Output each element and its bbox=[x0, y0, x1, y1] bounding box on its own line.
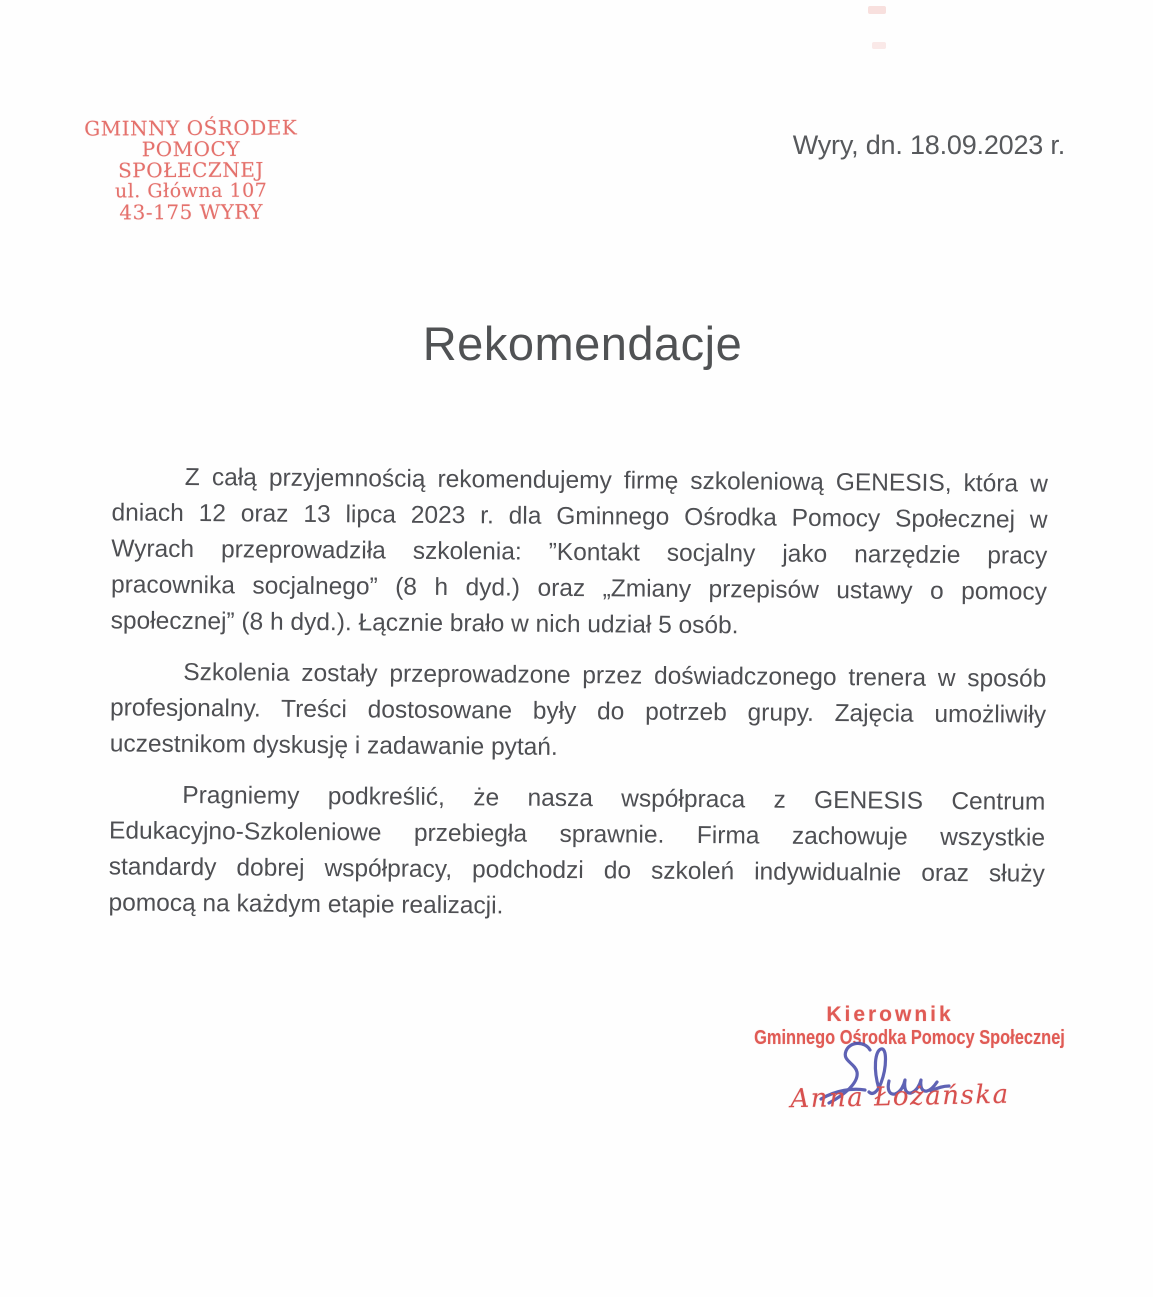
paragraph-3 bbox=[108, 777, 1045, 928]
role-stamp: Kierownik bbox=[826, 1003, 954, 1026]
paragraph-2 bbox=[110, 654, 1047, 769]
sender-address-stamp bbox=[68, 117, 315, 223]
signer-name-stamp: Anna Łożańska bbox=[790, 1079, 1010, 1115]
document-title: Rekomendacje bbox=[422, 317, 743, 370]
body-line: Z całą przyjemnością rekomendujemy firmę szkoleniową GENESIS, która w bbox=[184, 463, 1048, 498]
sender-stamp-line: GMINNY OŚRODEK bbox=[84, 115, 298, 141]
body-line: uczestnikom dyskusję i zadawanie pytań. bbox=[109, 730, 558, 761]
body-line: standardy dobrej współpracy, podchodzi do szkoleń indywidualnie oraz służy bbox=[108, 853, 1045, 888]
body-line: pomocą na każdym etapie realizacji. bbox=[108, 889, 504, 920]
body-line: profesjonalny. Treści dostosowane były do potrzeb grupy. Zajęcia umożliwiły bbox=[109, 694, 1047, 729]
body-line: Edukacyjno-Szkoleniowe przebiegła sprawnie. Firma zachowuje wszystkie bbox=[108, 817, 1046, 852]
body-line: Wyrach przeprowadziła szkolenia: ”Kontakt socjalny jako narzędzie pracy bbox=[111, 535, 1048, 570]
sender-stamp-line: ul. Główna 107 bbox=[114, 179, 268, 203]
body-line: pracownika socjalnego” (8 h dyd.) oraz „Zmiany przepisów ustawy o pomocy bbox=[110, 571, 1048, 606]
sender-stamp-line: 43-175 WYRY bbox=[119, 199, 264, 225]
body-line: dniach 12 oraz 13 lipca 2023 r. dla Gminnego Ośrodka Pomocy Społecznej w bbox=[111, 499, 1048, 534]
scan-artifact-mark bbox=[868, 6, 886, 14]
body-line: społecznej” (8 h dyd.). Łącznie brało w nich udział 5 osób. bbox=[110, 607, 739, 640]
sender-stamp-line: POMOCY SPOŁECZNEJ bbox=[117, 136, 264, 183]
organization-stamp-text: Gminnego Ośrodka Pomocy Społecznej bbox=[754, 1027, 1065, 1049]
paragraph-1 bbox=[111, 459, 1048, 646]
body-line: Pragniemy podkreślić, że nasza współpraca z GENESIS Centrum bbox=[182, 781, 1046, 816]
scan-artifact-mark bbox=[872, 42, 886, 49]
letter-body bbox=[108, 459, 1048, 928]
dateline: Wyry, dn. 18.09.2023 r. bbox=[792, 130, 1065, 160]
body-line: Szkolenia zostały przeprowadzone przez doświadczonego trenera w sposób bbox=[183, 658, 1047, 693]
